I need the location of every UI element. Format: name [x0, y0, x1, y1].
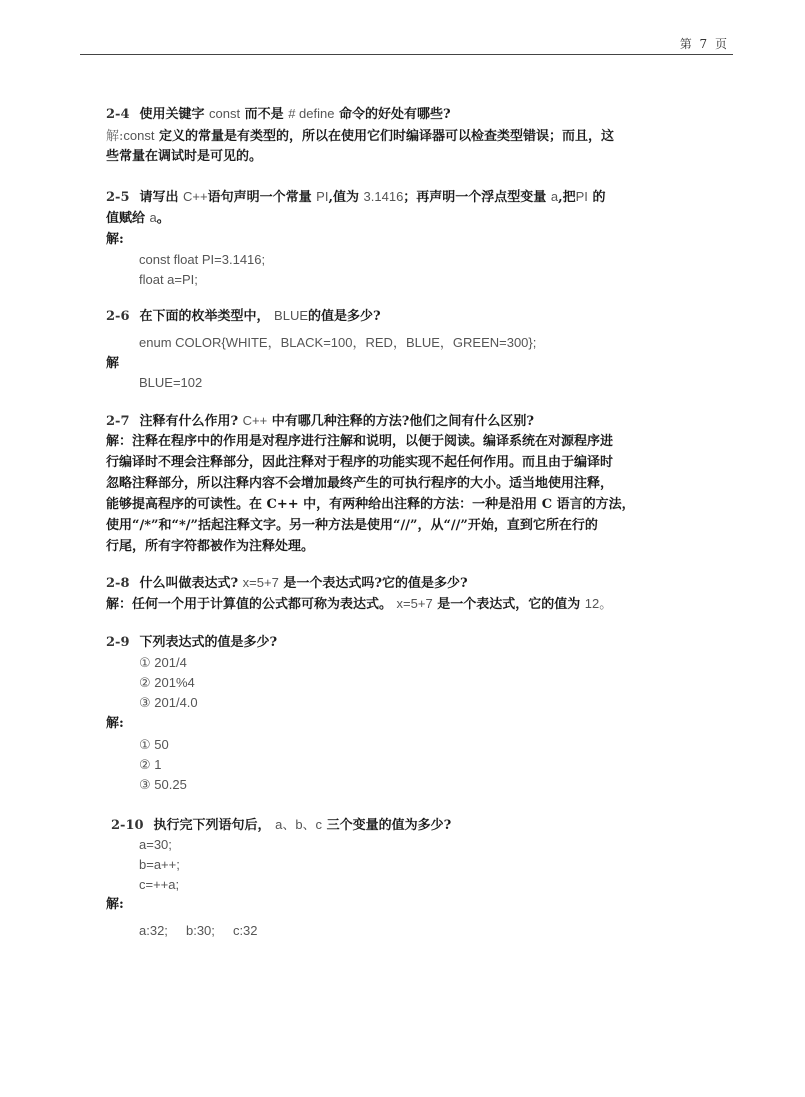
question-2-10: 2-10 执行完下列语句后， a、b、c 三个变量的值为多少? — [111, 817, 452, 833]
list-item: ② 1 — [139, 757, 162, 772]
question-2-5: 2-5 请写出 C++语句声明一个常量 PI,值为 3.1416；再声明一个浮点型变量 a,把PI 的 — [106, 189, 606, 205]
list-item: ③ 201/4.0 — [139, 695, 198, 710]
answer-2-7-line: 能够提高程序的可读性。在 C++ 中，有两种给出注释的方法：一种是沿用 C 语言的方法， — [106, 497, 635, 512]
answer-2-7-line: 使用“/*”和“*/”括起注释文字。另一种方法是使用“//”，从“//”开始，直到它所在行的 — [106, 518, 598, 533]
answer-2-7-line: 解：注释在程序中的作用是对程序进行注解和说明，以便于阅读。编译系统在对源程序进 — [106, 434, 614, 449]
question-2-8: 2-8 什么叫做表达式? x=5+7 是一个表达式吗?它的值是多少? — [106, 575, 468, 591]
question-2-4: 2-4 使用关键字 const 而不是 # define 命令的好处有哪些? — [106, 106, 451, 122]
answer-2-4-line-2: 些常量在调试时是可见的。 — [106, 149, 263, 164]
answer-label: 解: — [106, 716, 124, 731]
answer-2-7-line: 忽略注释部分，所以注释内容不会增加最终产生的可执行程序的大小。适当地使用注释， — [106, 476, 614, 491]
answer-2-4-line-1: 解:const 定义的常量是有类型的，所以在使用它们时编译器可以检查类型错误；而且，这 — [106, 128, 615, 144]
answer-label: 解 — [106, 356, 120, 371]
code-line: BLUE=102 — [139, 375, 203, 390]
code-line: enum COLOR{WHITE，BLACK=100，RED，BLUE，GREEN=300}; — [139, 335, 537, 350]
code-line: float a=PI; — [139, 272, 198, 287]
page-number: 第 7 页 — [679, 37, 729, 51]
question-2-9: 2-9 下列表达式的值是多少? — [106, 635, 278, 650]
answer-2-8: 解：任何一个用于计算值的公式都可称为表达式。 x=5+7 是一个表达式，它的值为 12。 — [106, 596, 613, 612]
question-2-5-line-2: 值赋给 a。 — [106, 210, 170, 226]
answer-2-10: a:32; b:30; c:32 — [139, 923, 258, 938]
question-2-7: 2-7 注释有什么作用? C++ 中有哪几种注释的方法?他们之间有什么区别? — [106, 413, 535, 429]
answer-2-7-line: 行编译时不理会注释部分，因此注释对于程序的功能实现不起任何作用。而且由于编译时 — [106, 455, 614, 470]
list-item: ③ 50.25 — [139, 777, 187, 792]
page-header — [80, 30, 733, 55]
code-line: a=30; — [139, 837, 172, 852]
list-item: ① 201/4 — [139, 655, 187, 670]
list-item: ① 50 — [139, 737, 169, 752]
code-line: b=a++; — [139, 857, 180, 872]
question-2-6: 2-6 在下面的枚举类型中， BLUE的值是多少? — [106, 308, 381, 324]
code-line: const float PI=3.1416; — [139, 252, 266, 267]
answer-label: 解: — [106, 232, 124, 247]
answer-label: 解: — [106, 897, 124, 912]
list-item: ② 201%4 — [139, 675, 195, 690]
code-line: c=++a; — [139, 877, 180, 892]
answer-2-7-line: 行尾，所有字符都被作为注释处理。 — [106, 539, 315, 554]
